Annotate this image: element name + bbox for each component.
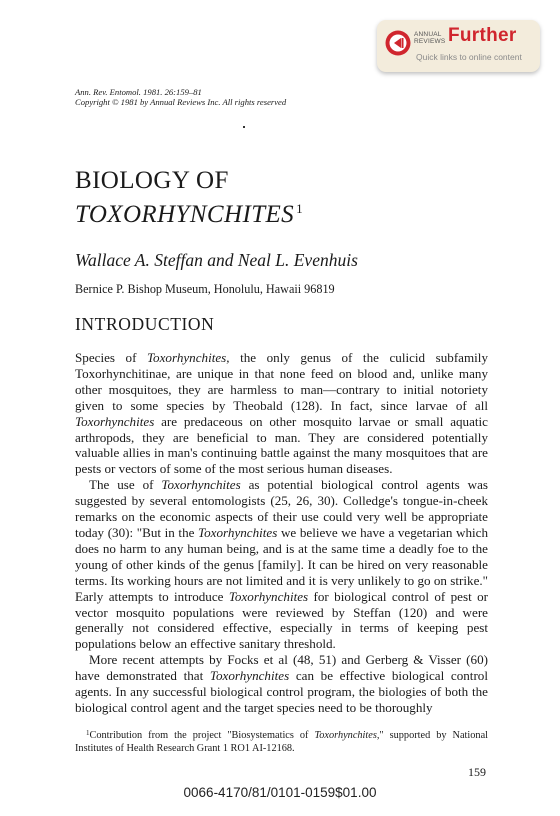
paragraph: The use of Toxorhynchites as potential biological control agents was suggested by several entomologists (25, 26, 30). Colledge's tongue-in-cheek remarks on the economic aspects of their use could very well be appropriate today (30): "But in the Toxorhynchites we believe we have a vegetarian which does no harm to any human being, and is at the same time a deadly foe to the young of other kinds of the genus [family]. It can be hired on very reasonable terms. Its working hours are not limited and it is very unlikely to go on strike." Early attempts to introduce Toxorhynchites for biological control of pest or vector mosquito populations were reviewed by Steffan (120) and were generally not considered effective, especially in terms of keeping pest populations below an effective sanitary threshold.: [75, 477, 488, 652]
further-label: Further: [448, 25, 517, 46]
copyright-line: Copyright © 1981 by Annual Reviews Inc. All rights reserved: [75, 97, 287, 107]
title-line-2: TOXORHYNCHITES $^1$: [75, 201, 303, 228]
further-tagline: Quick links to online content: [416, 52, 522, 62]
authors: Wallace A. Steffan and Neal L. Evenhuis: [75, 250, 358, 270]
annual-reviews-wordmark: ANNUAL REVIEWS: [414, 31, 446, 45]
title-footnote-marker[interactable]: 1: [296, 201, 303, 216]
footnote-marker: 1: [86, 729, 90, 737]
title-line-1: BIOLOGY OF: [75, 167, 229, 194]
affiliation: Bernice P. Bishop Museum, Honolulu, Hawaii 96819: [75, 282, 335, 296]
footnote: $^1$Contribution from the project "Biosystematics of Toxorhynchites," supported by National Institutes of Health Research Grant 1 RO1 AI-12168.: [75, 729, 489, 754]
price-code: 0066-4170/81/0101-0159$01.00: [183, 785, 377, 800]
section-heading: INTRODUCTION: [75, 314, 215, 334]
stray-dot: [243, 126, 245, 128]
annual-reviews-logo-icon: [385, 30, 411, 56]
article-title: [75, 167, 303, 229]
page-number: 159: [468, 765, 486, 779]
journal-citation: [75, 87, 286, 107]
citation-line: Ann. Rev. Entomol. 1981. 26:159–81: [75, 87, 202, 97]
paragraph: Species of Toxorhynchites, the only genus of the culicid subfamily Toxorhynchitinae, are unique in that none feed on blood and, unlike many other mosquitoes, they are harmless to man—contrary to initial notoriety given to some species by Theobald (128). In fact, since larvae of all Toxorhynchites are predaceous on other mosquito larvae or small aquatic arthropods, they are beneficial to man. They are considered potentially valuable allies in man's continuing battle against the many mosquitoes that are pests or vectors of some of the most serious human diseases.: [75, 350, 488, 477]
annual-reviews-further-link[interactable]: [377, 20, 540, 72]
body-text: [75, 350, 488, 716]
paragraph: More recent attempts by Focks et al (48, 51) and Gerberg & Visser (60) have demonstrated that Toxorhynchites can be effective biological control agents. In any successful biological control program, the biologies of both the biological control agent and the target species need to be thoroughly: [75, 652, 488, 715]
